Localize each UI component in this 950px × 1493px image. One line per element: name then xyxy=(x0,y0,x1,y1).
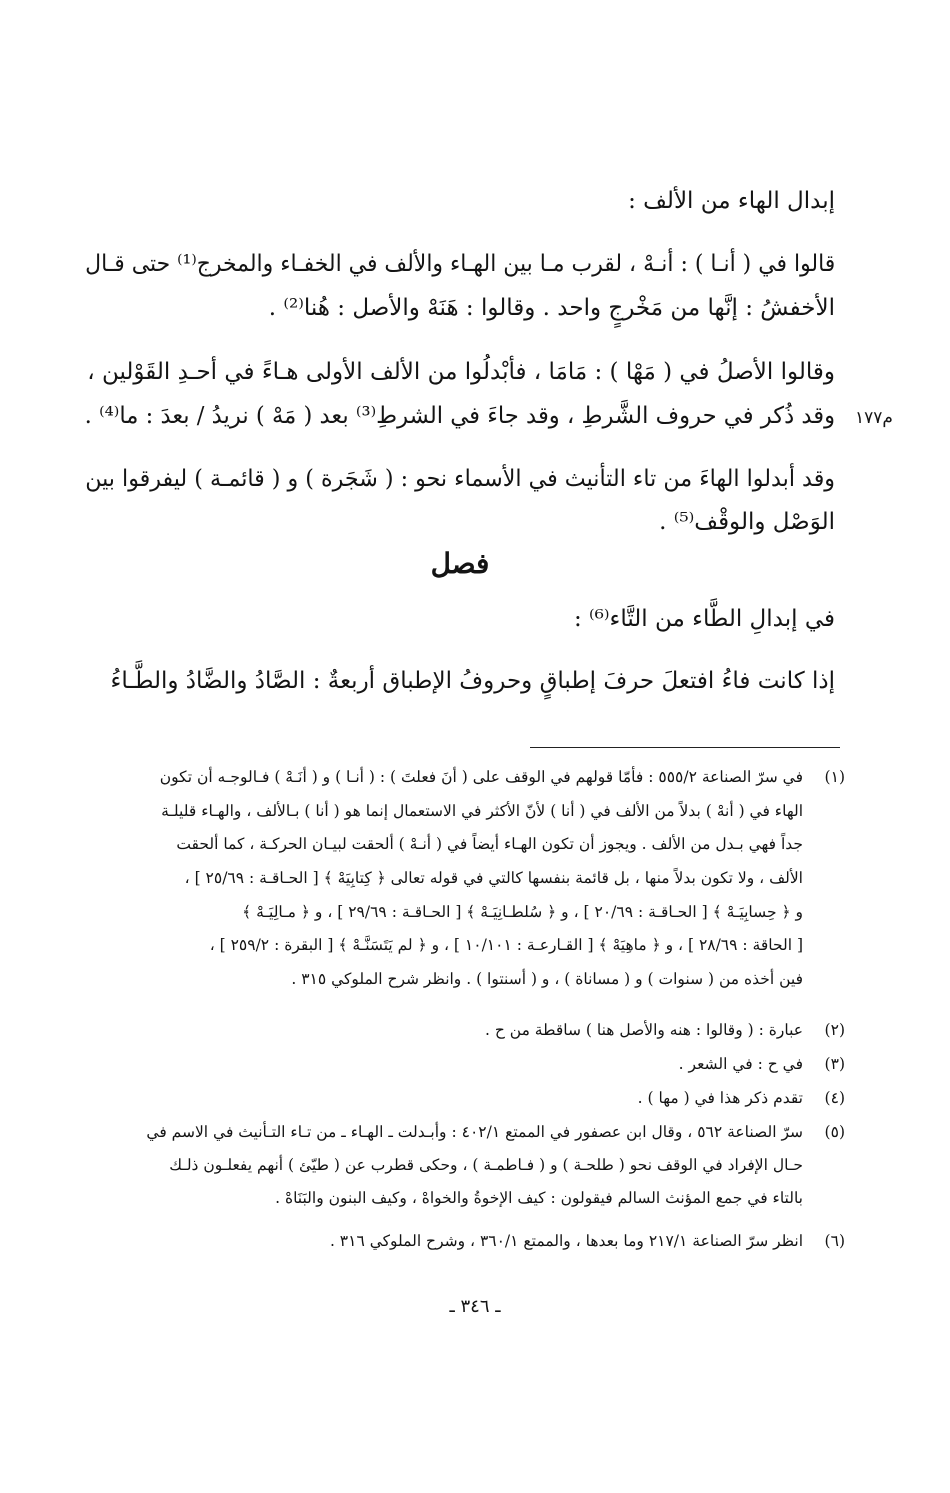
footnote-line: في سرّ الصناعة ٥٥٥/٢ : فأمّا قولهم في الوقف على ( أنَ فعلتَ ) : ( أنـا ) و ( أنَـهْ ) فـالوجـه أن تكون xyxy=(159,768,803,786)
footnote-line: في ح : في الشعر . xyxy=(678,1055,803,1073)
body-line: قالوا في ( أنـا ) : أنـهْ ، لقرب مـا بين الهـاء والألف في الخفـاء والمخرج⁽¹⁾ حتى قـال xyxy=(84,251,835,277)
footnote-number: (٤) xyxy=(824,1089,845,1107)
body-line: وقد أبدلوا الهاءَ من تاء التأنيث في الأسماء نحو : ( شَجَرة ) و ( قائمـة ) ليفرقوا بين xyxy=(85,466,835,492)
chapter-heading: فصل xyxy=(430,547,490,580)
page-number: ـ ٣٤٦ ـ xyxy=(449,1296,501,1317)
body-line: وقد ذُكر في حروف الشَّرطِ ، وقد جاءَ في الشرطِ⁽³⁾ بعد ( مَهْ ) نريدُ / بعدَ : ما⁽⁴⁾ . xyxy=(84,403,835,429)
footnote-line: بالتاء في جمع المؤنث السالم فيقولون : كيف الإخوةُ والخواهْ ، وكيف البنون والبَنَاهْ . xyxy=(275,1189,803,1207)
footnote xyxy=(85,1125,845,1225)
footnote xyxy=(85,1023,845,1047)
footnote-line: جداً فهي بـدل من الألف . ويجوز أن تكون الهـاء أيضاً في ( أنـهْ ) ألحقت لبيـان الحركـة ، كما ألحقت xyxy=(176,835,803,853)
footnote-line: فين أخذه من ( سنوات ) و ( مساناة ) ، و ( أسنتوا ) . وانظر شرح الملوكي ٣١٥ . xyxy=(291,970,803,988)
footnote-line: عبارة : ( وقالوا : هنه والأصل هنا ) ساقطة من ح . xyxy=(484,1021,803,1039)
footnote-line: الألف ، ولا تكون بدلاً منها ، بل قائمة بنفسها كالتي في قوله تعالى ﴿ كِتابِيَهْ ﴾ [ الحـاقـة : ٢٥/٦٩ ] ، xyxy=(184,869,803,887)
footnote xyxy=(85,1091,845,1115)
body-line: الوَصْل والوقْف⁽⁵⁾ . xyxy=(659,509,835,535)
footnote-divider xyxy=(530,747,840,748)
footnote-line: تقدم ذكر هذا في ( مها ) . xyxy=(637,1089,803,1107)
footnote-line: [ الحاقة : ٢٨/٦٩ ] ، و ﴿ ماهِيَهْ ﴾ [ القـارعـة : ١٠/١٠١ ] ، و ﴿ لم يَتَسَنَّـهْ ﴾ [ البقرة : ٢٥٩/٢ ] ، xyxy=(209,936,803,954)
body-line: إذا كانت فاءُ افتعلَ حرفَ إطباقٍ وحروفُ الإطباق أربعةٌ : الصَّادُ والضَّادُ والطَّـاءُ xyxy=(110,668,835,694)
footnote-line: سرّ الصناعة ٥٦٢ ، وقال ابن عصفور في الممتع ٤٠٢/١ : وأبـدلت ـ الهـاء ـ من تـاء التـأنيث في الاسم في xyxy=(146,1123,803,1141)
body-line: وقالوا الأصلُ في ( مَهْا ) : مَامَا ، فأبْدلُوا من الألف الأولى هـاءً في أحـدِ القَوْلين ، xyxy=(87,359,835,385)
footnote-line: و ﴿ حِسابِيَـهْ ﴾ [ الحـاقـة : ٢٠/٦٩ ] ، و ﴿ سُلطـانِيَـهْ ﴾ [ الحـاقـة : ٢٩/٦٩ ] ، و ﴿ مـالِيَـهْ ﴾ xyxy=(242,903,803,921)
section-title-line: إبدال الهاء من الألف : xyxy=(628,188,835,214)
footnote xyxy=(85,770,845,1010)
body-line: الأخفشُ : إنَّها من مَخْرجٍ واحد . وقالوا : هَنَهْ والأصل : هُنا⁽²⁾ . xyxy=(268,295,835,321)
footnote-number: (١) xyxy=(824,768,845,786)
footnote xyxy=(85,1234,845,1258)
footnote-number: (٥) xyxy=(824,1123,845,1141)
footnote-line: الهاء في ( أنهْ ) بدلاً من الألف في ( أنا ) لأنّ الأكثر في الاستعمال إنما هو ( أنا ) بـالألف ، والهـاء قليلـة xyxy=(161,802,803,820)
footnote-line: انظر سرّ الصناعة ٢١٧/١ وما بعدها ، والممتع ٣٦٠/١ ، وشرح الملوكي ٣١٦ . xyxy=(329,1232,803,1250)
main-text xyxy=(85,0,835,720)
footnote-number: (٢) xyxy=(824,1021,845,1039)
subsection-title-line: في إبدالِ الطَّاء من التَّاء⁽⁶⁾ : xyxy=(573,606,835,632)
margin-reference: م١٧٧ xyxy=(855,408,893,428)
footnote-number: (٣) xyxy=(824,1055,845,1073)
footnote-number: (٦) xyxy=(824,1232,845,1250)
footnote-line: حـال الإفراد في الوقف نحو ( طلحـة ) و ( فـاطمـة ) ، وحكى قطرب عن ( طيّئ ) أنهم يفعلـون ذلـك xyxy=(169,1156,803,1174)
footnote xyxy=(85,1057,845,1081)
